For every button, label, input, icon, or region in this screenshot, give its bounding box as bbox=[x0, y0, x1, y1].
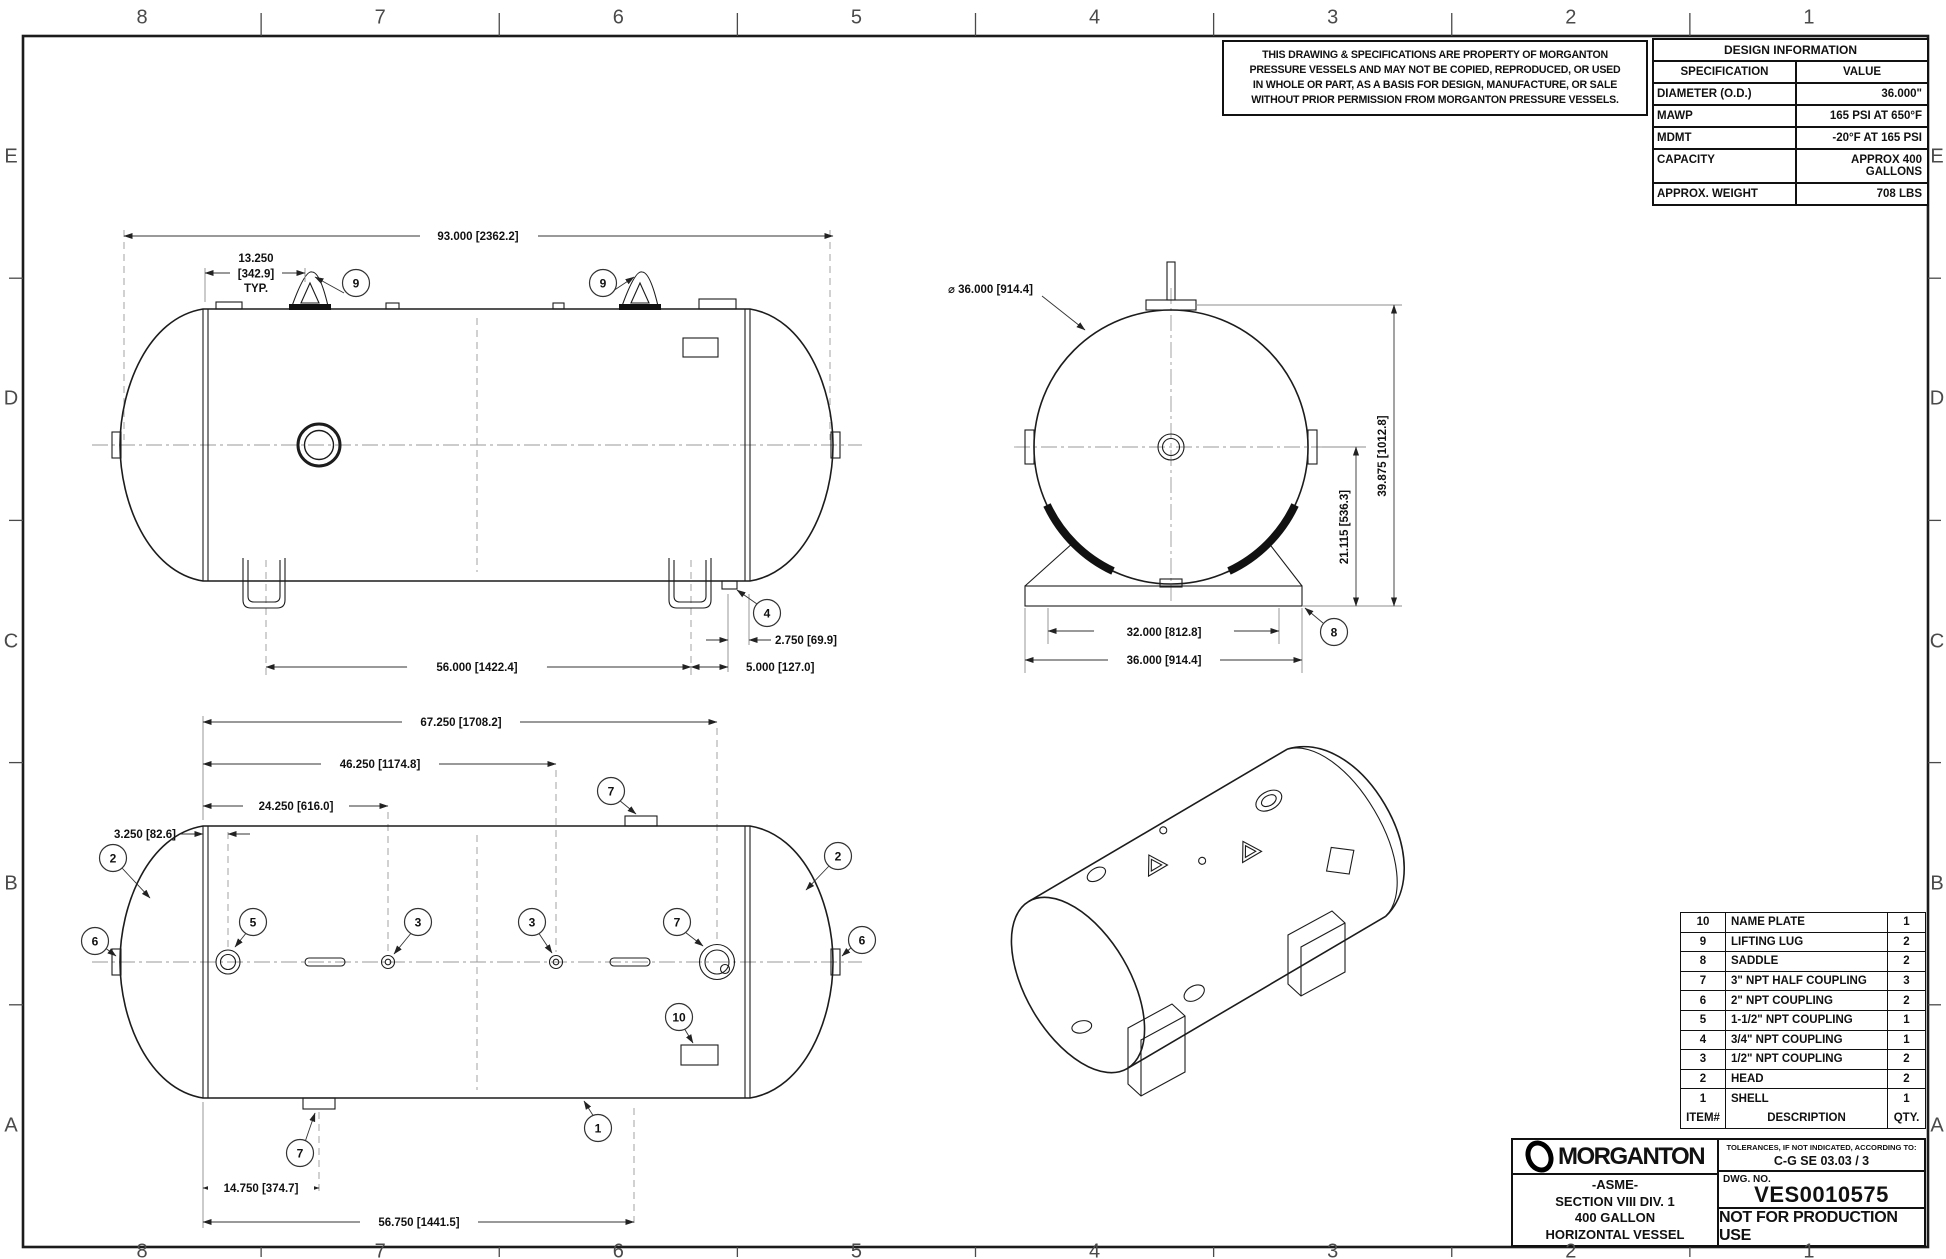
balloon-bottom-nameplate bbox=[666, 1004, 694, 1044]
title-block-left bbox=[1513, 1140, 1719, 1245]
zone-row-right: A bbox=[1930, 1114, 1944, 1137]
spec-name: APPROX. WEIGHT bbox=[1654, 184, 1797, 204]
zone-column-bottom: 1 bbox=[1803, 1240, 1815, 1259]
spec-value: APPROX 400 GALLONS bbox=[1851, 154, 1922, 178]
side-top-coupling-2 bbox=[386, 303, 399, 309]
side-nameplate bbox=[683, 338, 718, 357]
zone-row-left: B bbox=[4, 872, 18, 895]
item-number: 5 bbox=[1681, 1011, 1726, 1030]
item-qty: 1 bbox=[1887, 1031, 1925, 1050]
balloon-bottom-end-left bbox=[82, 928, 117, 957]
iso-head-coupling bbox=[1071, 1019, 1093, 1035]
parts-list-footer bbox=[1681, 1108, 1925, 1128]
dwg-no-label: DWG. NO. bbox=[1723, 1174, 1771, 1185]
dim-46: 46.250 [1174.8] bbox=[339, 759, 421, 771]
svg-text:7: 7 bbox=[607, 784, 615, 799]
parts-list-row bbox=[1681, 1031, 1925, 1051]
item-number: 7 bbox=[1681, 972, 1726, 991]
svg-text:9: 9 bbox=[599, 276, 607, 291]
dim-height-overall: 39.875 [1012.8] bbox=[1377, 415, 1389, 497]
footer-qty: QTY. bbox=[1887, 1108, 1925, 1128]
item-qty: 3 bbox=[1887, 972, 1925, 991]
svg-text:2: 2 bbox=[109, 851, 117, 866]
dim-14: 14.750 [374.7] bbox=[223, 1183, 299, 1195]
zone-row-right: D bbox=[1929, 387, 1945, 410]
item-qty: 1 bbox=[1887, 1089, 1925, 1108]
balloon-bottom-c3a bbox=[394, 909, 432, 955]
side-saddle-right bbox=[669, 558, 711, 608]
balloon-bottom-end-right bbox=[842, 927, 876, 957]
dim-diameter: ⌀ 36.000 [914.4] bbox=[948, 284, 1033, 296]
dim-67: 67.250 [1708.2] bbox=[420, 717, 502, 729]
zone-column-bottom: 7 bbox=[374, 1240, 386, 1259]
spec-name: MAWP bbox=[1654, 106, 1797, 126]
item-number: 8 bbox=[1681, 952, 1726, 971]
svg-text:4: 4 bbox=[763, 606, 771, 621]
zone-column-top: 1 bbox=[1803, 6, 1815, 29]
tolerances-cell bbox=[1719, 1140, 1924, 1172]
svg-text:1: 1 bbox=[594, 1121, 602, 1136]
balloon-bottom-shell bbox=[584, 1101, 612, 1142]
parts-list-row bbox=[1681, 972, 1925, 992]
bottom-view bbox=[82, 714, 876, 1229]
zone-row-right: C bbox=[1929, 630, 1945, 652]
svg-text:10: 10 bbox=[672, 1010, 686, 1025]
side-drain-coupling bbox=[722, 581, 737, 589]
dim-3: 3.250 [82.6] bbox=[113, 829, 176, 841]
zone-row-left: E bbox=[4, 145, 18, 168]
balloon-bottom-c7-mid bbox=[664, 909, 704, 947]
end-saddle bbox=[1025, 505, 1302, 606]
spec-name: DIAMETER (O.D.) bbox=[1654, 84, 1797, 104]
zone-column-bottom: 4 bbox=[1089, 1240, 1101, 1259]
iso-foot-front bbox=[1128, 1004, 1185, 1096]
spec-value: 36.000" bbox=[1881, 88, 1922, 100]
design-information-table bbox=[1652, 38, 1929, 206]
parts-list-row bbox=[1681, 1011, 1925, 1031]
side-top-coupling-1 bbox=[216, 302, 242, 309]
spec-value: 165 PSI AT 650°F bbox=[1829, 110, 1922, 122]
zone-row-left: C bbox=[3, 630, 19, 652]
description-line: SECTION VIII DIV. 1 bbox=[1555, 1193, 1675, 1209]
isometric-view bbox=[984, 721, 1434, 1096]
bottom-view-dimensions bbox=[114, 714, 717, 1229]
item-qty: 1 bbox=[1887, 1011, 1925, 1030]
item-description: 1-1/2" NPT COUPLING bbox=[1731, 1014, 1853, 1027]
brand-name: MORGANTON bbox=[1557, 1142, 1705, 1170]
design-info-row bbox=[1654, 184, 1927, 204]
dim-overall-length: 93.000 [2362.2] bbox=[437, 231, 519, 243]
zone-column-bottom: 5 bbox=[850, 1240, 862, 1259]
end-saddle-wear-plate-right bbox=[1229, 505, 1295, 571]
spec-name: MDMT bbox=[1654, 128, 1797, 148]
tolerances-value: C-G SE 03.03 / 3 bbox=[1773, 1154, 1870, 1168]
zone-column-top: 4 bbox=[1089, 6, 1101, 29]
item-description: NAME PLATE bbox=[1731, 916, 1805, 929]
item-description: SHELL bbox=[1731, 1092, 1769, 1105]
morganton-oval-icon bbox=[1520, 1136, 1558, 1177]
end-view bbox=[948, 262, 1402, 673]
balloon-side-lug-a bbox=[315, 270, 370, 297]
title-block-right bbox=[1719, 1140, 1924, 1245]
bottom-top-coupling bbox=[625, 816, 657, 826]
zone-row-right: E bbox=[1930, 145, 1944, 168]
dim-saddle-end-offset: 5.000 [127.0] bbox=[746, 662, 815, 674]
item-description: 3" NPT HALF COUPLING bbox=[1731, 975, 1867, 988]
item-qty: 2 bbox=[1887, 933, 1925, 952]
balloon-side-drain bbox=[737, 590, 781, 627]
dim-drain-offset: 2.750 [69.9] bbox=[775, 635, 838, 647]
item-description: LIFTING LUG bbox=[1731, 935, 1804, 948]
parts-list-row bbox=[1681, 933, 1925, 953]
balloon-bottom-c3b bbox=[519, 909, 553, 954]
spec-value: 708 LBS bbox=[1876, 188, 1922, 200]
item-number: 10 bbox=[1681, 913, 1726, 932]
zone-column-bottom: 2 bbox=[1565, 1240, 1577, 1259]
parts-list-table bbox=[1680, 912, 1926, 1129]
item-description: 3/4" NPT COUPLING bbox=[1731, 1033, 1843, 1046]
side-lifting-lug-right bbox=[619, 272, 661, 310]
balloon-end-saddle bbox=[1305, 608, 1348, 646]
dim-saddle-inner: 32.000 [812.8] bbox=[1126, 627, 1202, 639]
disclaimer-line: WITHOUT PRIOR PERMISSION FROM MORGANTON PRESSURE VESSELS. bbox=[1251, 94, 1619, 106]
zone-row-left: A bbox=[4, 1114, 18, 1137]
parts-list-row bbox=[1681, 913, 1925, 933]
end-saddle-wear-plate-left bbox=[1047, 505, 1113, 571]
bottom-nameplate bbox=[681, 1045, 718, 1065]
svg-text:6: 6 bbox=[858, 933, 866, 948]
iso-nameplate bbox=[1317, 838, 1363, 883]
parts-list-row bbox=[1681, 1089, 1925, 1108]
side-view-dimensions bbox=[124, 228, 837, 678]
item-description: SADDLE bbox=[1731, 955, 1779, 968]
item-number: 2 bbox=[1681, 1070, 1726, 1089]
zone-row-left: D bbox=[3, 387, 19, 410]
drawing-description bbox=[1513, 1175, 1717, 1245]
zone-column-top: 3 bbox=[1327, 6, 1339, 29]
design-info-row bbox=[1654, 128, 1927, 150]
bottom-coupling-3in-hole bbox=[721, 965, 730, 974]
svg-text:3: 3 bbox=[528, 915, 536, 930]
item-number: 6 bbox=[1681, 991, 1726, 1010]
footer-item: ITEM# bbox=[1681, 1108, 1726, 1128]
dim-24: 24.250 [616.0] bbox=[258, 801, 334, 813]
description-line: 400 GALLON bbox=[1574, 1210, 1656, 1225]
item-qty: 2 bbox=[1887, 952, 1925, 971]
balloon-bottom-c5 bbox=[235, 909, 267, 948]
spec-value: -20°F AT 165 PSI bbox=[1832, 132, 1922, 144]
dwg-number: VES0010575 bbox=[1754, 1182, 1889, 1207]
svg-text:8: 8 bbox=[1330, 625, 1338, 640]
description-line: -ASME- bbox=[1591, 1177, 1639, 1192]
parts-list-row bbox=[1681, 1070, 1925, 1090]
item-number: 1 bbox=[1681, 1089, 1726, 1108]
iso-lug-b bbox=[1233, 836, 1261, 863]
iso-lug-a bbox=[1139, 849, 1167, 876]
item-number: 4 bbox=[1681, 1031, 1726, 1050]
zone-column-bottom: 6 bbox=[612, 1240, 624, 1259]
balloon-bottom-head-right bbox=[806, 843, 852, 891]
bottom-lower-coupling bbox=[303, 1098, 335, 1109]
zone-column-top: 7 bbox=[374, 6, 386, 29]
parts-list-row bbox=[1681, 991, 1925, 1011]
disclaimer-line: PRESSURE VESSELS AND MAY NOT BE COPIED, REPRODUCED, OR USED bbox=[1249, 64, 1621, 76]
item-qty: 1 bbox=[1887, 913, 1925, 932]
item-description: 2" NPT COUPLING bbox=[1731, 994, 1833, 1007]
dim-saddle-span: 56.000 [1422.4] bbox=[436, 662, 518, 674]
production-status: NOT FOR PRODUCTION USE bbox=[1719, 1209, 1898, 1244]
disclaimer-line: IN WHOLE OR PART, AS A BASIS FOR DESIGN, MANUFACTURE, OR SALE bbox=[1252, 79, 1618, 91]
column-header-value: VALUE bbox=[1842, 66, 1882, 78]
disclaimer-line: THIS DRAWING & SPECIFICATIONS ARE PROPERTY OF MORGANTON bbox=[1262, 49, 1608, 61]
svg-text:3: 3 bbox=[414, 915, 422, 930]
svg-text:5: 5 bbox=[249, 915, 257, 930]
balloon-bottom-c7-top bbox=[598, 778, 637, 815]
side-top-coupling-4 bbox=[699, 299, 736, 309]
zone-column-bottom: 8 bbox=[136, 1240, 148, 1259]
parts-list-row bbox=[1681, 952, 1925, 972]
zone-column-top: 5 bbox=[850, 6, 862, 29]
balloon-bottom-head-left bbox=[100, 845, 151, 899]
item-number: 3 bbox=[1681, 1050, 1726, 1069]
zone-column-top: 8 bbox=[136, 6, 148, 29]
column-header-specification: SPECIFICATION bbox=[1654, 62, 1797, 82]
title-block bbox=[1511, 1138, 1926, 1247]
disclaimer-note bbox=[1222, 40, 1648, 116]
dim-56: 56.750 [1441.5] bbox=[378, 1217, 460, 1229]
iso-lower-coupling bbox=[1181, 982, 1207, 1005]
side-lifting-lug-left bbox=[289, 272, 331, 310]
company-logo bbox=[1513, 1140, 1717, 1175]
drawing-number-cell bbox=[1719, 1172, 1924, 1209]
zone-column-bottom: 3 bbox=[1327, 1240, 1339, 1259]
parts-list-row bbox=[1681, 1050, 1925, 1070]
side-view bbox=[92, 228, 862, 678]
zone-row-right: B bbox=[1930, 872, 1944, 895]
item-number: 9 bbox=[1681, 933, 1726, 952]
iso-small-coupling-a bbox=[1197, 856, 1207, 866]
footer-description: DESCRIPTION bbox=[1767, 1111, 1846, 1124]
dim-saddle-outer: 36.000 [914.4] bbox=[1126, 655, 1202, 667]
zone-column-top: 2 bbox=[1565, 6, 1577, 29]
balloon-bottom-c7-bot bbox=[287, 1113, 316, 1167]
side-top-coupling-3 bbox=[553, 303, 564, 309]
zone-column-top: 6 bbox=[612, 6, 624, 29]
design-information-header bbox=[1654, 62, 1927, 84]
description-line: HORIZONTAL VESSEL bbox=[1545, 1226, 1685, 1242]
item-qty: 2 bbox=[1887, 1070, 1925, 1089]
design-info-row bbox=[1654, 106, 1927, 128]
dim-lug-offset-typ: TYP. bbox=[243, 283, 269, 295]
item-description: 1/2" NPT COUPLING bbox=[1731, 1053, 1843, 1066]
svg-text:7: 7 bbox=[296, 1146, 304, 1161]
iso-foot-rear bbox=[1288, 911, 1345, 996]
design-info-row bbox=[1654, 150, 1927, 184]
svg-text:2: 2 bbox=[834, 849, 842, 864]
item-qty: 2 bbox=[1887, 991, 1925, 1010]
design-information-title: DESIGN INFORMATION bbox=[1654, 40, 1927, 62]
svg-text:9: 9 bbox=[352, 276, 360, 291]
iso-big-coupling bbox=[1252, 786, 1285, 816]
dim-lug-offset-mm: [342.9] bbox=[237, 268, 275, 281]
iso-small-coupling-b bbox=[1158, 826, 1168, 836]
dim-height-center: 21.115 [536.3] bbox=[1339, 489, 1351, 565]
spec-name: CAPACITY bbox=[1654, 150, 1797, 182]
item-qty: 2 bbox=[1887, 1050, 1925, 1069]
svg-text:7: 7 bbox=[673, 915, 681, 930]
dim-lug-offset-in: 13.250 bbox=[238, 253, 274, 265]
end-view-dimensions bbox=[948, 284, 1402, 673]
svg-text:6: 6 bbox=[91, 934, 99, 949]
design-info-row bbox=[1654, 84, 1927, 106]
tolerances-label: TOLERANCES, IF NOT INDICATED, ACCORDING TO: bbox=[1726, 1143, 1917, 1152]
item-description: HEAD bbox=[1731, 1073, 1764, 1086]
side-saddle-left bbox=[243, 558, 285, 608]
